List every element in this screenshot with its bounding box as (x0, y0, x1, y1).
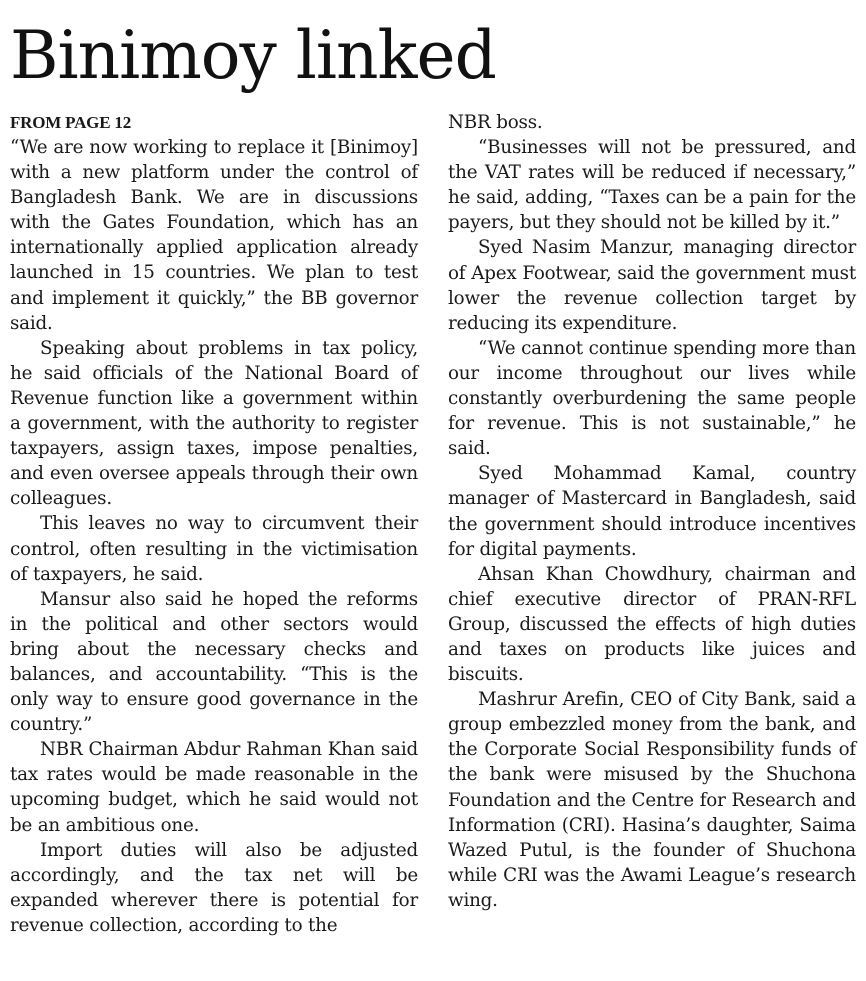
article-column-right (448, 110, 856, 913)
paragraph: Mashrur Arefin, CEO of City Bank, said a group embezzled money from the bank, and the Corporate Social Responsibility funds of the bank were misused by the Shuchona Foundation and the Centre for Research and Information (CRI). Hasina’s daughter, Saima Wazed Putul, is the founder of Shuchona while CRI was the Awami League’s research wing. (448, 689, 856, 911)
paragraph: Syed Nasim Manzur, managing director of Apex Footwear, said the government must lower the revenue collection target by reducing its expenditure. (448, 237, 856, 334)
paragraph: Syed Mohammad Kamal, country manager of Mastercard in Bangladesh, said the government should introduce incentives for digital payments. (448, 463, 856, 560)
paragraph: Import duties will also be adjusted accordingly, and the tax net will be expanded wherever there is potential for revenue collection, according to the (10, 839, 418, 936)
paragraph: Mansur also said he hoped the reforms in the political and other sectors would bring about the necessary checks and balances, and accountability. “This is the only way to ensure good governance in the country.” (10, 588, 418, 736)
paragraph: “Businesses will not be pressured, and the VAT rates will be reduced if necessary,” he said, adding, “Taxes can be a pain for the payers, but they should not be killed by it.” (448, 137, 856, 234)
paragraph: Speaking about problems in tax policy, he said officials of the National Board of Revenue function like a government within a government, with the authority to register taxpayers, assign taxes, impose penalties, and even oversee appeals through their own colleagues. (10, 337, 418, 510)
jump-line: FROM PAGE 12 (10, 113, 131, 132)
paragraph-continuation: NBR boss. (448, 112, 543, 133)
paragraph: NBR Chairman Abdur Rahman Khan said tax rates would be made reasonable in the upcoming budget, which he said would not be an ambitious one. (10, 739, 418, 836)
paragraph: This leaves no way to circumvent their control, often resulting in the victimisation of taxpayers, he said. (10, 513, 418, 585)
article-headline: Binimoy linked (10, 17, 496, 94)
paragraph: “We cannot continue spending more than our income throughout our lives while constantly overburdening the same people for revenue. This is not sustainable,” he said. (448, 337, 856, 460)
paragraph: Ahsan Khan Chowdhury, chairman and chief executive director of PRAN-RFL Group, discussed the effects of high duties and taxes on products like juices and biscuits. (448, 563, 856, 686)
article-column-left (10, 110, 418, 938)
paragraph: “We are now working to replace it [Binimoy] with a new platform under the control of Bangladesh Bank. We are in discussions with the Gates Foundation, which has an internationally applied application already launched in 15 countries. We plan to test and implement it quickly,” the BB governor said. (10, 137, 418, 334)
